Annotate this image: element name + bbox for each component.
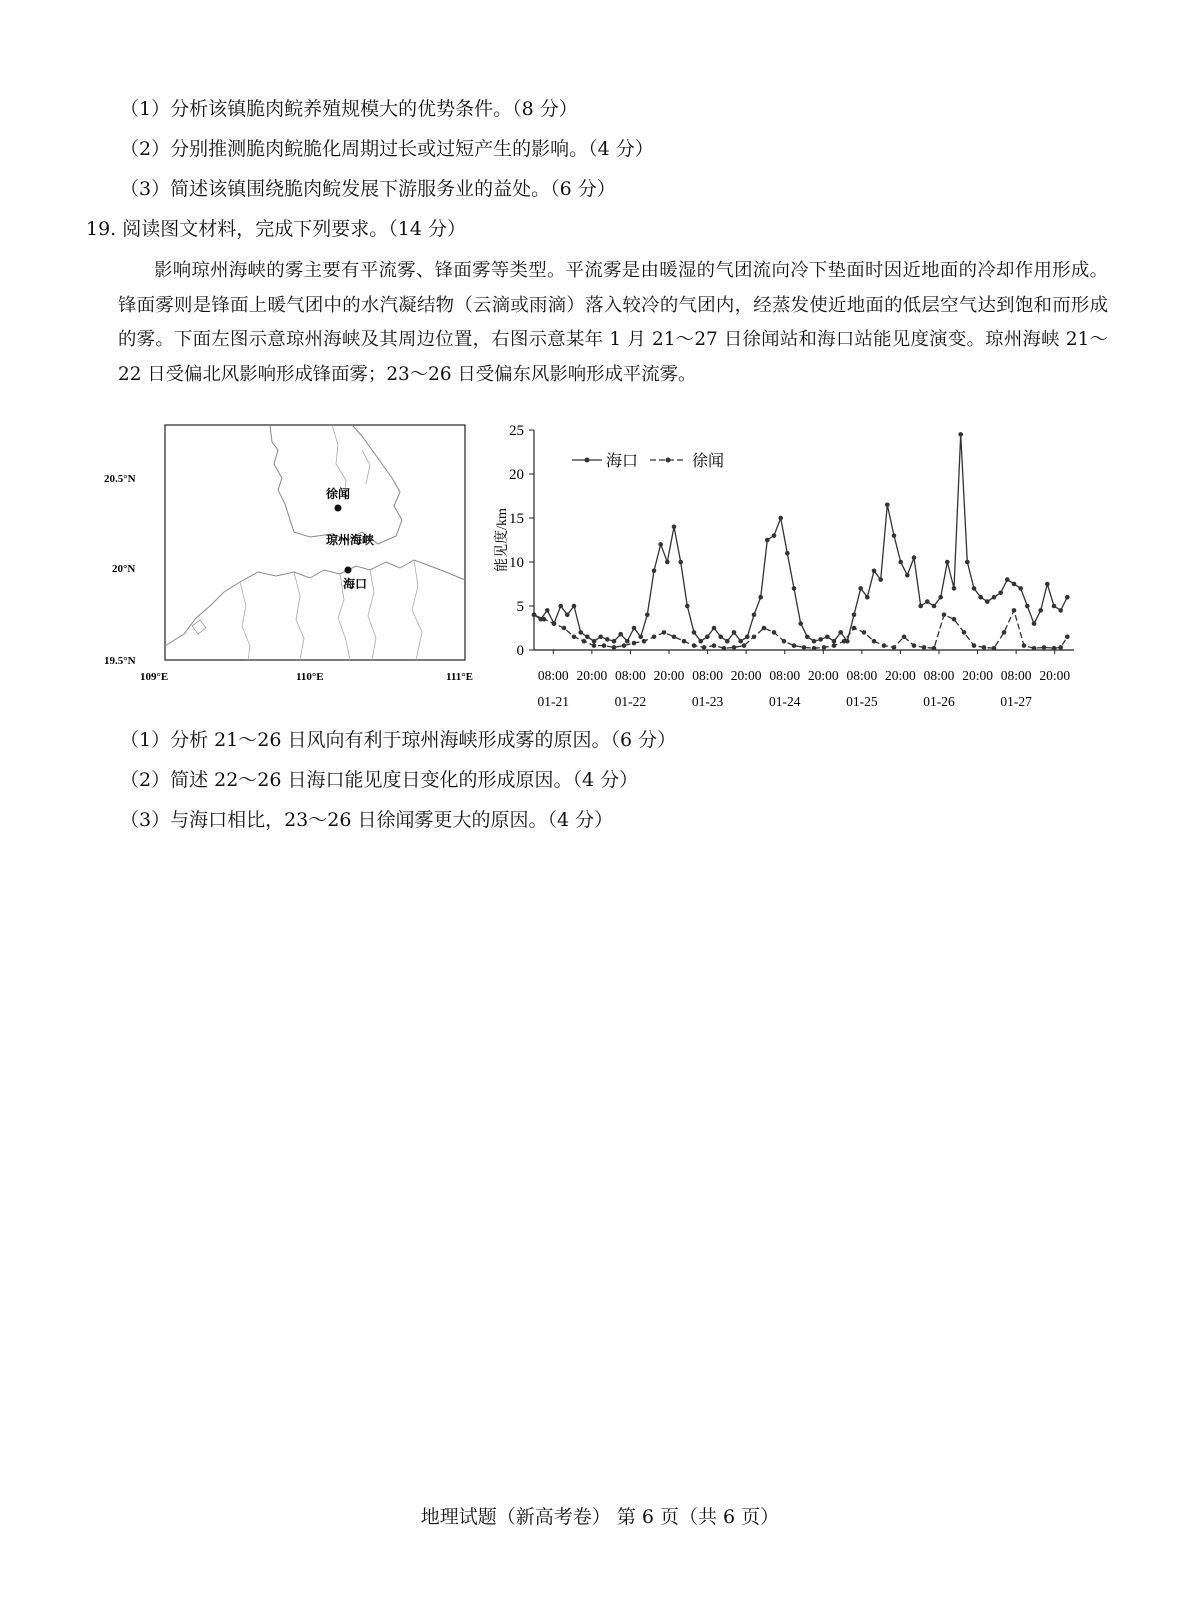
data-point-haikou [832, 639, 837, 644]
data-point-haikou [758, 595, 763, 600]
q18-sub-3: （3）简述该镇围绕脆肉鲩发展下游服务业的益处。（6 分） [120, 178, 616, 200]
data-point-haikou [945, 560, 950, 565]
data-point-xuwen [992, 646, 997, 651]
data-point-haikou [545, 608, 550, 613]
x-tick-date: 01-24 [768, 694, 801, 709]
q18-sub-1: （1）分析该镇脆肉鲩养殖规模大的优势条件。（8 分） [120, 98, 578, 120]
data-point-haikou [778, 516, 783, 521]
data-point-haikou [738, 639, 743, 644]
x-tick-time: 08:00 [846, 668, 878, 683]
x-tick-date: 01-25 [846, 694, 878, 709]
data-point-xuwen [582, 639, 587, 644]
x-tick-date: 01-21 [537, 694, 570, 709]
label-haikou: 海口 [343, 577, 368, 591]
data-point-haikou [1005, 577, 1010, 582]
data-point-haikou [732, 630, 737, 635]
data-point-xuwen [912, 643, 917, 648]
data-point-xuwen [982, 645, 987, 650]
data-point-haikou [645, 613, 650, 618]
data-point-xuwen [672, 635, 677, 640]
x-tick-time: 20:00 [962, 668, 993, 683]
x-tick-time: 08:00 [615, 668, 646, 683]
data-point-haikou [838, 630, 843, 635]
data-point-haikou [672, 525, 677, 530]
data-point-haikou [572, 604, 577, 609]
data-point-haikou [885, 503, 890, 508]
q18-sub-2: （2）分别推测脆肉鲩脆化周期过长或过短产生的影响。（4 分） [120, 138, 654, 160]
data-point-haikou [992, 595, 997, 600]
data-point-haikou [978, 595, 983, 600]
lon-label: 111°E [446, 671, 474, 683]
data-point-haikou [632, 626, 637, 631]
data-point-haikou [765, 538, 770, 543]
data-point-haikou [585, 635, 590, 640]
data-point-xuwen [822, 645, 827, 650]
data-point-xuwen [962, 630, 967, 635]
data-point-xuwen [642, 639, 647, 644]
x-tick-time: 20:00 [576, 668, 608, 683]
data-point-haikou [718, 635, 723, 640]
data-point-xuwen [952, 617, 957, 622]
data-point-haikou [692, 630, 697, 635]
x-tick-time: 08:00 [769, 668, 801, 683]
x-tick-time: 20:00 [1039, 668, 1071, 683]
legend-marker-haikou [585, 458, 590, 463]
data-point-haikou [912, 555, 917, 560]
data-point-xuwen [602, 643, 607, 648]
data-point-haikou [592, 639, 597, 644]
x-tick-time: 20:00 [807, 668, 839, 683]
data-point-xuwen [762, 626, 767, 631]
y-tick-label: 10 [509, 555, 524, 571]
data-point-xuwen [922, 645, 927, 650]
data-point-haikou [972, 586, 977, 591]
data-point-haikou [612, 639, 617, 644]
q19-sub-1: （1）分析 21～26 日风向有利于琼州海峡形成雾的原因。（6 分） [120, 729, 677, 751]
strait-map [100, 420, 490, 700]
data-point-xuwen [732, 645, 737, 650]
data-point-xuwen [882, 643, 887, 648]
data-point-haikou [1032, 621, 1037, 626]
data-point-xuwen [1032, 646, 1037, 651]
x-tick-time: 08:00 [537, 668, 569, 683]
data-point-haikou [825, 635, 830, 640]
data-point-xuwen [1002, 630, 1007, 635]
data-point-xuwen [702, 645, 707, 650]
q19-title: 19. 阅读图文材料，完成下列要求。（14 分） [86, 218, 466, 240]
x-tick-time: 08:00 [923, 668, 955, 683]
data-point-xuwen [1065, 635, 1070, 640]
data-point-xuwen [552, 621, 557, 626]
x-tick-time: 20:00 [885, 668, 916, 683]
data-point-haikou [1018, 586, 1023, 591]
lon-label: 109°E [140, 671, 169, 683]
data-point-xuwen [752, 635, 757, 640]
data-point-haikou [798, 621, 803, 626]
data-point-xuwen [742, 643, 747, 648]
legend-label-haikou: 海口 [606, 453, 639, 470]
peninsula-coast [270, 425, 402, 544]
data-point-haikou [918, 604, 923, 609]
data-point-xuwen [722, 646, 727, 651]
data-point-xuwen [1042, 645, 1047, 650]
label-strait: 琼州海峡 [326, 533, 375, 547]
q19-paragraph: 影响琼州海峡的雾主要有平流雾、锋面雾等类型。平流雾是由暖湿的气团流向冷下垫面时因近地面的冷却作用形成。锋面雾则是锋面上暖气团中的水汽凝结物（云滴或雨滴）落入较冷的气团内，经蒸发使近地面的低层空气达到饱和而形成的雾。下面左图示意琼州海峡及其周边位置，右图示意某年 1 月 21～27 日徐闻站和海口站能见度演变。琼州海峡 21～22 日受偏北风影响形成锋面雾；23～26 日受偏东风影响形成平流雾。 [118, 260, 1108, 385]
data-point-haikou [1045, 582, 1050, 587]
data-point-haikou [1038, 608, 1043, 613]
dot-xuwen [335, 505, 342, 512]
x-tick-time: 08:00 [1000, 668, 1032, 683]
data-point-haikou [712, 626, 717, 631]
lon-label: 110°E [296, 671, 324, 683]
data-point-xuwen [622, 643, 627, 648]
legend-marker-xuwen [666, 458, 671, 463]
x-tick-time: 20:00 [730, 668, 762, 683]
data-point-haikou [958, 432, 963, 437]
data-point-haikou [705, 635, 710, 640]
data-point-haikou [698, 639, 703, 644]
data-point-haikou [932, 604, 937, 609]
data-point-xuwen [712, 643, 717, 648]
data-point-haikou [878, 577, 883, 582]
data-point-xuwen [802, 645, 807, 650]
data-point-xuwen [652, 635, 657, 640]
data-point-haikou [872, 569, 877, 574]
data-point-haikou [998, 591, 1003, 596]
data-point-xuwen [542, 617, 547, 622]
y-tick-label: 15 [509, 511, 524, 527]
data-point-haikou [678, 560, 683, 565]
visibility-chart [490, 418, 1100, 713]
data-point-xuwen [782, 639, 787, 644]
data-point-xuwen [852, 626, 857, 631]
data-point-haikou [805, 635, 810, 640]
data-point-xuwen [532, 613, 537, 618]
data-point-haikou [772, 533, 777, 538]
legend-label-xuwen: 徐闻 [692, 453, 725, 470]
x-tick-time: 08:00 [692, 668, 723, 683]
label-xuwen: 徐闻 [326, 487, 351, 501]
q19-sub-2: （2）简述 22～26 日海口能见度日变化的形成原因。（4 分） [120, 769, 639, 791]
x-tick-time: 20:00 [653, 668, 685, 683]
data-point-haikou [905, 573, 910, 578]
data-point-haikou [745, 635, 750, 640]
islet [192, 620, 206, 634]
data-point-haikou [858, 586, 863, 591]
data-point-haikou [865, 595, 870, 600]
data-point-haikou [938, 595, 943, 600]
data-point-xuwen [932, 646, 937, 651]
data-point-haikou [985, 599, 990, 604]
data-point-haikou [565, 613, 570, 618]
data-point-haikou [1058, 608, 1063, 613]
data-point-xuwen [1058, 645, 1063, 650]
data-point-xuwen [832, 643, 837, 648]
data-point-haikou [792, 586, 797, 591]
data-point-haikou [898, 560, 903, 565]
y-tick-label: 20 [509, 467, 524, 483]
y-tick-label: 0 [516, 643, 524, 659]
y-tick-label: 25 [509, 423, 524, 439]
data-point-xuwen [812, 646, 817, 651]
hainan-boundaries [240, 560, 422, 660]
data-point-haikou [852, 613, 857, 618]
data-point-xuwen [612, 645, 617, 650]
data-point-xuwen [562, 626, 567, 631]
data-point-haikou [558, 604, 563, 609]
hainan-coast [165, 560, 465, 646]
data-point-haikou [925, 599, 930, 604]
data-point-xuwen [942, 613, 947, 618]
data-point-haikou [1065, 595, 1070, 600]
data-point-haikou [1025, 604, 1030, 609]
q19-sub-3: （3）与海口相比，23～26 日徐闻雾更大的原因。（4 分） [120, 809, 614, 831]
data-point-haikou [578, 630, 583, 635]
x-tick-date: 01-22 [614, 694, 647, 709]
data-point-haikou [725, 639, 730, 644]
data-point-haikou [1012, 582, 1017, 587]
lat-label: 19.5°N [104, 655, 136, 667]
data-point-xuwen [1022, 643, 1027, 648]
data-point-xuwen [902, 635, 907, 640]
data-point-xuwen [592, 643, 597, 648]
data-point-haikou [658, 542, 663, 547]
data-point-haikou [605, 637, 610, 642]
data-point-haikou [652, 569, 657, 574]
lat-label: 20°N [112, 563, 136, 575]
data-point-xuwen [1052, 646, 1057, 651]
data-point-haikou [785, 551, 790, 556]
data-point-haikou [685, 604, 690, 609]
data-point-xuwen [632, 641, 637, 646]
data-point-haikou [818, 637, 823, 642]
data-point-xuwen [842, 639, 847, 644]
data-point-xuwen [792, 643, 797, 648]
data-point-haikou [812, 639, 817, 644]
data-point-xuwen [892, 645, 897, 650]
data-point-haikou [965, 560, 970, 565]
data-point-xuwen [682, 639, 687, 644]
dot-haikou [345, 567, 352, 574]
data-point-haikou [618, 632, 623, 637]
x-tick-date: 01-27 [1000, 694, 1032, 709]
data-point-haikou [598, 635, 603, 640]
x-tick-date: 01-23 [691, 694, 724, 709]
x-tick-date: 01-26 [923, 694, 955, 709]
data-point-haikou [638, 635, 643, 640]
data-point-haikou [1052, 604, 1057, 609]
lat-label: 20.5°N [104, 473, 136, 485]
data-point-xuwen [862, 630, 867, 635]
y-axis-label: 能见度/km [495, 508, 510, 572]
data-point-xuwen [692, 643, 697, 648]
data-point-xuwen [1012, 608, 1017, 613]
data-point-haikou [665, 560, 670, 565]
data-point-xuwen [972, 643, 977, 648]
data-point-xuwen [872, 639, 877, 644]
data-point-xuwen [772, 630, 777, 635]
map-frame [165, 425, 465, 660]
data-point-haikou [952, 586, 957, 591]
data-point-haikou [892, 533, 897, 538]
data-point-haikou [752, 613, 757, 618]
data-point-xuwen [662, 630, 667, 635]
y-tick-label: 5 [516, 599, 524, 615]
page-footer: 地理试题（新高考卷） 第 6 页（共 6 页） [420, 1506, 780, 1528]
data-point-xuwen [572, 635, 577, 640]
data-point-haikou [625, 639, 630, 644]
